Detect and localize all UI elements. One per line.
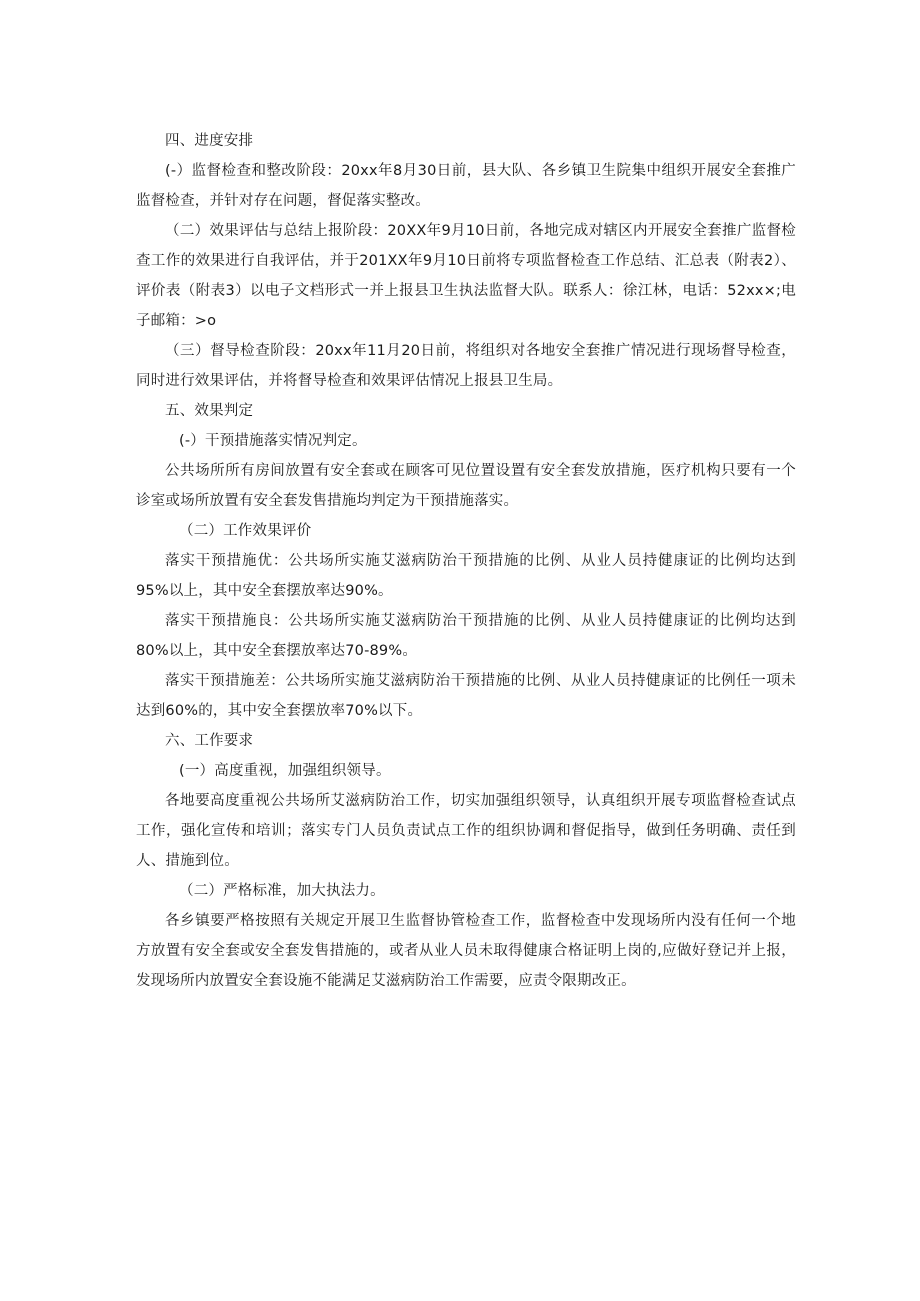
section-5-paragraph-4: 落实干预措施差：公共场所实施艾滋病防治干预措施的比例、从业人员持健康证的比例任一项未达到60%的，其中安全套摆放率70%以下。 <box>136 673 796 719</box>
section-4-paragraph-1: (-）监督检查和整改阶段：20xx年8月30日前，县大队、各乡镇卫生院集中组织开展安全套推广监督检查，并针对存在问题，督促落实整改。 <box>136 163 796 209</box>
section-4-paragraph-3: （三）督导检查阶段：20xx年11月20日前，将组织对各地安全套推广情况进行现场督导检查，同时进行效果评估，并将督导检查和效果评估情况上报县卫生局。 <box>136 343 796 389</box>
section-6-subheading-2: （二）严格标准，加大执法力。 <box>179 883 385 899</box>
section-5-paragraph-2: 落实干预措施优：公共场所实施艾滋病防治干预措施的比例、从业人员持健康证的比例均达到95%以上，其中安全套摆放率达90%。 <box>136 553 796 599</box>
section-5-paragraph-3: 落实干预措施良：公共场所实施艾滋病防治干预措施的比例、从业人员持健康证的比例均达到80%以上，其中安全套摆放率达70-89%。 <box>136 613 796 659</box>
section-5-subheading-1: (-）干预措施落实情况判定。 <box>179 433 367 449</box>
section-5-heading: 五、效果判定 <box>165 403 254 419</box>
section-4-heading: 四、进度安排 <box>165 133 254 149</box>
section-4-paragraph-2: （二）效果评估与总结上报阶段：20XX年9月10日前，各地完成对辖区内开展安全套推广监督检查工作的效果进行自我评估，并于201XX年9月10日前将专项监督检查工作总结、汇总表（附表2）、评价表（附表3）以电子文档形式一并上报县卫生执法监督大队。联系人：徐江林，电话：52xx×;电子邮箱：>o <box>136 223 796 329</box>
section-6-paragraph-2: 各乡镇要严格按照有关规定开展卫生监督协管检查工作，监督检查中发现场所内没有任何一个地方放置有安全套或安全套发售措施的，或者从业人员未取得健康合格证明上岗的,应做好登记并上报，发现场所内放置安全套设施不能满足艾滋病防治工作需要，应责令限期改正。 <box>136 913 796 989</box>
document-body <box>136 126 796 996</box>
section-6-heading: 六、工作要求 <box>165 733 254 749</box>
section-6-subheading-1: (一）高度重视，加强组织领导。 <box>179 763 391 779</box>
section-5-subheading-2: （二）工作效果评价 <box>179 523 312 539</box>
section-6-paragraph-1: 各地要高度重视公共场所艾滋病防治工作，切实加强组织领导，认真组织开展专项监督检查试点工作，强化宣传和培训；落实专门人员负责试点工作的组织协调和督促指导，做到任务明确、责任到人、措施到位。 <box>136 793 796 869</box>
section-5-paragraph-1: 公共场所所有房间放置有安全套或在顾客可见位置设置有安全套发放措施，医疗机构只要有一个诊室或场所放置有安全套发售措施均判定为干预措施落实。 <box>136 463 796 509</box>
